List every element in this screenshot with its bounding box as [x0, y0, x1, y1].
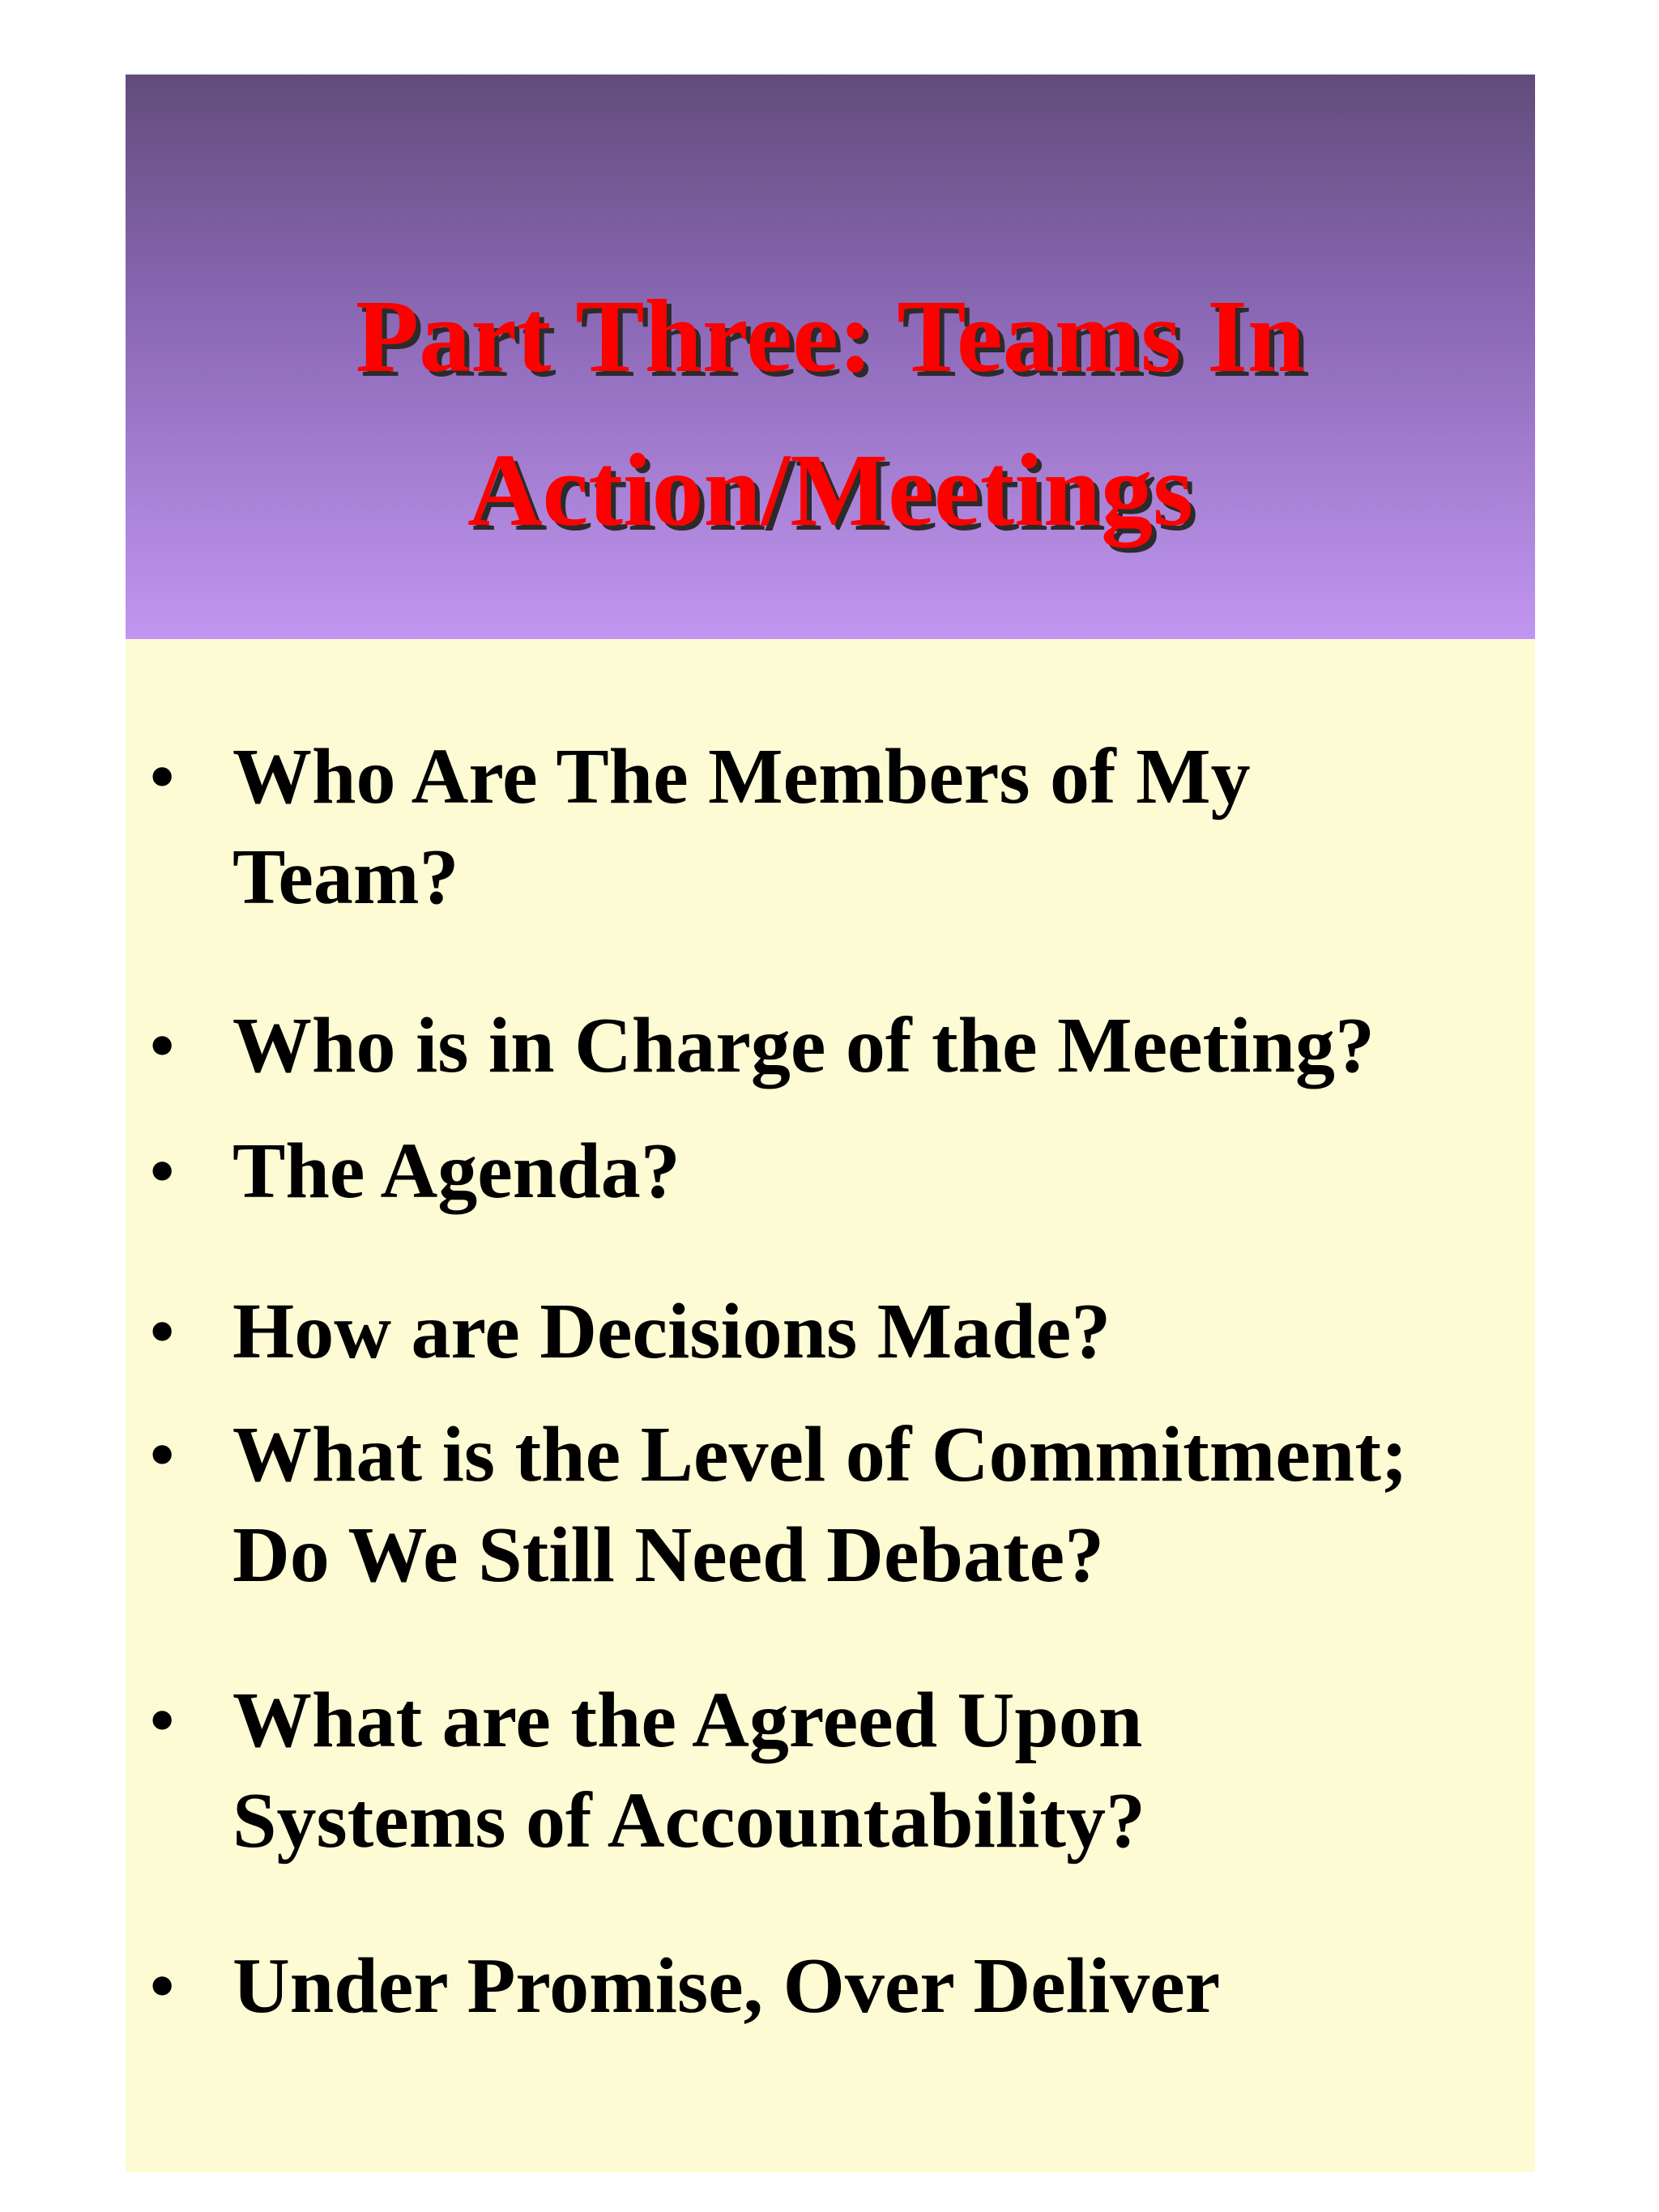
bullet-icon: • [148, 1127, 177, 1215]
bullet-line: What is the Level of Commitment; [232, 1411, 1408, 1498]
bullet-text [232, 1281, 1520, 1382]
slide-title [126, 259, 1535, 567]
bullet-icon: • [148, 1942, 177, 2030]
bullet-icon: • [148, 1411, 177, 1498]
bullet-icon: • [148, 1002, 177, 1089]
bullet-icon: • [148, 733, 177, 820]
bullet-text [232, 1936, 1520, 2036]
bullet-icon: • [148, 1288, 177, 1375]
bullet-line: Who Are The Members of My [232, 733, 1251, 820]
bullet-text [232, 1404, 1520, 1605]
bullet-line: Under Promise, Over Deliver [232, 1942, 1221, 2030]
bullet-line: The Agenda? [232, 1127, 680, 1215]
bullet-icon: • [148, 1677, 177, 1764]
slide-title-line: Part Three: Teams In [355, 279, 1306, 394]
bullet-text [232, 1670, 1520, 1871]
bullet-line: Team? [232, 833, 459, 921]
slide [126, 75, 1535, 2172]
bullet-line: How are Decisions Made? [232, 1288, 1111, 1375]
bullet-text [232, 1121, 1520, 1221]
bullet-text [232, 995, 1520, 1096]
bullet-text [232, 727, 1520, 927]
slide-header [126, 75, 1535, 639]
bullet-line: What are the Agreed Upon [232, 1677, 1143, 1764]
bullet-line: Do We Still Need Debate? [232, 1511, 1105, 1599]
slide-title-line: Action/Meetings [467, 433, 1193, 548]
bullet-line: Who is in Charge of the Meeting? [232, 1002, 1375, 1089]
bullet-line: Systems of Accountability? [232, 1777, 1145, 1865]
